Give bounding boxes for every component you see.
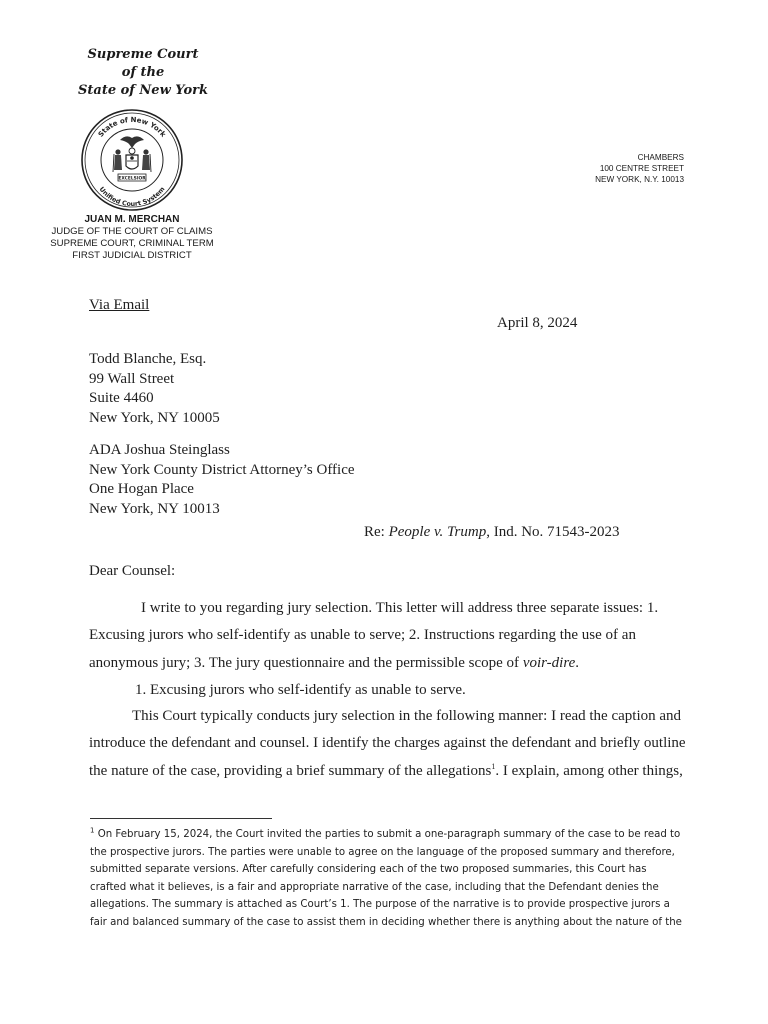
svg-text:Unified Court System: Unified Court System xyxy=(97,185,167,209)
judge-title-line: JUDGE OF THE COURT OF CLAIMS xyxy=(51,226,213,237)
footnote-line: $^1$ On February 15, 2024, the Court invited the parties to submit a one-paragraph summary of the case to be read to xyxy=(90,826,681,840)
address-line: New York, NY 10005 xyxy=(89,410,220,427)
chambers-address xyxy=(560,152,684,185)
court-title-line: of the xyxy=(121,65,165,80)
address-line: Suite 4460 xyxy=(89,390,154,407)
footnote-reference[interactable]: 1 xyxy=(491,761,496,771)
case-name: People v. Trump xyxy=(388,524,487,540)
court-title-line: Supreme Court xyxy=(87,47,199,62)
footnote-number: 1 xyxy=(90,826,95,835)
case-number: , Ind. No. 71543-2023 xyxy=(486,524,620,540)
paragraph-line: Excusing jurors who self-identify as unable to serve; 2. Instructions regarding the use of an xyxy=(89,627,636,644)
intro-paragraph xyxy=(89,595,658,677)
footnote xyxy=(90,826,690,932)
body-paragraph xyxy=(89,703,686,785)
judge-block xyxy=(20,214,244,262)
recipient-address xyxy=(89,350,220,429)
address-line: One Hogan Place xyxy=(89,481,194,498)
court-title xyxy=(58,46,228,100)
footnote-line: the prospective jurors. The parties were unable to agree on the language of the proposed summary and therefore, xyxy=(90,846,675,858)
judge-title-line: SUPREME COURT, CRIMINAL TERM xyxy=(50,238,214,249)
re-line xyxy=(364,524,620,541)
address-line: New York, NY 10013 xyxy=(89,501,220,518)
address-line: 99 Wall Street xyxy=(89,370,175,387)
address-line: Todd Blanche, Esq. xyxy=(89,351,207,367)
judge-title-line: FIRST JUDICIAL DISTRICT xyxy=(72,250,192,261)
section-heading: 1. Excusing jurors who self-identify as unable to serve. xyxy=(135,682,466,698)
svg-text:EXCELSIOR: EXCELSIOR xyxy=(118,176,146,182)
address-line: New York County District Attorney’s Office xyxy=(89,461,355,478)
svg-text:State of New York: State of New York xyxy=(96,115,168,139)
footnote-line: submitted separate versions. After carefully considering each of the two proposed summaries, this Court has xyxy=(90,864,647,876)
paragraph-line: This Court typically conducts jury selection in the following manner: I read the caption and xyxy=(132,708,682,724)
voir-dire-term: voir-dire xyxy=(522,654,576,671)
address-line: ADA Joshua Steinglass xyxy=(89,442,230,458)
chambers-line: 100 CENTRE STREET xyxy=(599,164,684,173)
chambers-line: NEW YORK, N.Y. 10013 xyxy=(595,175,684,184)
court-seal-icon xyxy=(80,108,184,212)
delivery-method: Via Email xyxy=(89,297,150,313)
paragraph-line: I write to you regarding jury selection. This letter will address three separate issues: 1. xyxy=(141,600,659,616)
letter-date: April 8, 2024 xyxy=(497,315,578,331)
re-prefix: Re: xyxy=(364,524,389,540)
footnote-line: allegations. The summary is attached as Court’s 1. The purpose of the narrative is to provide prospective jurors a xyxy=(90,899,670,911)
chambers-line: CHAMBERS xyxy=(637,153,684,162)
footnote-line: fair and balanced summary of the case to assist them in deciding whether there is anything about the nature of the xyxy=(90,916,682,928)
court-title-line: State of New York xyxy=(78,83,208,98)
paragraph-line: the nature of the case, providing a brief summary of the allegations$^1$. I explain, among other things, xyxy=(89,761,683,779)
recipient-address xyxy=(89,441,355,520)
salutation: Dear Counsel: xyxy=(89,563,176,579)
footnote-divider xyxy=(90,818,272,819)
paragraph-line: introduce the defendant and counsel. I identify the charges against the defendant and briefly outline xyxy=(89,735,686,752)
paragraph-line: anonymous jury; 3. The jury questionnaire and the permissible scope of voir-dire. xyxy=(89,654,580,671)
footnote-line: crafted what it believes, is a fair and appropriate narrative of the case, including that the Defendant denies the xyxy=(90,881,659,893)
judge-name: JUAN M. MERCHAN xyxy=(84,214,180,225)
